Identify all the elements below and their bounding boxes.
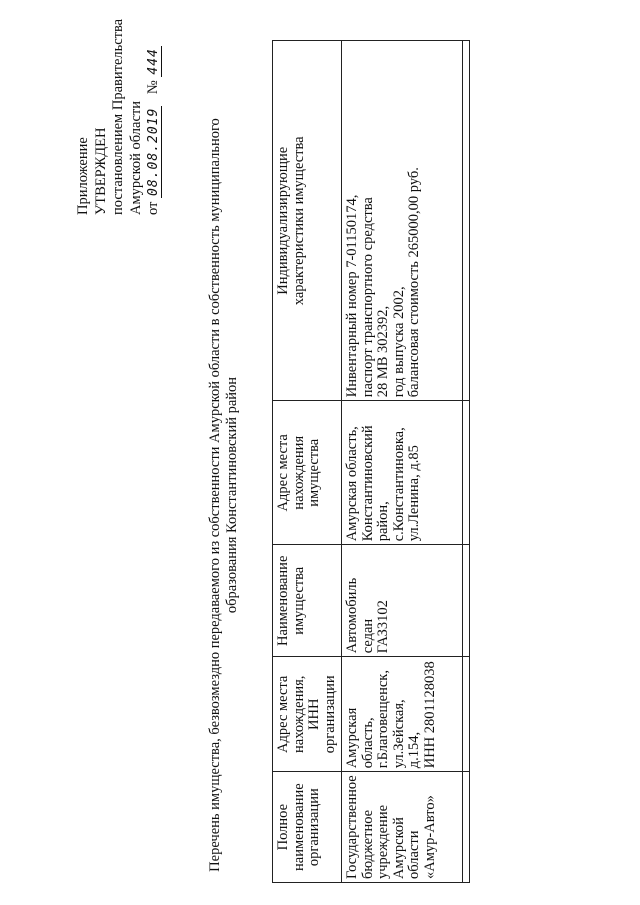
document-title bbox=[207, 115, 241, 875]
title-line-2: образования Константиновский район bbox=[224, 376, 240, 614]
header-organization-name: Полное наименование организации bbox=[273, 772, 342, 883]
header-property-name: Наименование имущества bbox=[273, 545, 342, 657]
region-label: Амурской области bbox=[127, 101, 144, 215]
approval-stamp bbox=[75, 19, 163, 215]
cell-organization-address: Амурская область, г.Благовещенск, ул.Зейская, д.154, ИНН 2801128038 bbox=[342, 657, 463, 772]
resolution-label: постановлением Правительства bbox=[110, 18, 126, 215]
cell-property-name: Автомобиль седан ГАЗ3102 bbox=[342, 545, 463, 657]
date-value: 08.08.2019 bbox=[146, 107, 161, 196]
cell-organization-name: Государственное бюджетное учреждение Амурской области «Амур-Авто» bbox=[342, 772, 463, 883]
title-line-1: Перечень имущества, безвозмездно передаваемого из собственности Амурской области в собственность муниципального bbox=[207, 118, 223, 872]
table-row bbox=[342, 41, 463, 883]
table-bottom-edge bbox=[463, 41, 470, 883]
cell-property-address: Амурская область, Константиновский район, с.Константиновка, ул.Ленина, д.85 bbox=[342, 401, 463, 545]
date-number-line bbox=[145, 19, 163, 215]
appendix-label: Приложение bbox=[75, 137, 91, 215]
header-property-characteristics: Индивидуализирующие характеристики имущества bbox=[273, 41, 342, 401]
approved-label: УТВЕРЖДЕН bbox=[92, 127, 109, 215]
cell-property-characteristics: Инвентарный номер 7-01150174, паспорт транспортного средства 28 МВ 302392, год выпуска 2002, балансовая стоимость 265000,00 руб. bbox=[342, 41, 463, 401]
number-value: 444 bbox=[146, 48, 161, 75]
header-organization-address: Адрес места нахождения, ИНН организации bbox=[273, 657, 342, 772]
date-prefix: от bbox=[145, 201, 161, 215]
number-prefix: № bbox=[145, 80, 161, 95]
header-property-address: Адрес места нахождения имущества bbox=[273, 401, 342, 545]
table-header-row bbox=[273, 41, 342, 883]
property-table bbox=[272, 40, 470, 883]
